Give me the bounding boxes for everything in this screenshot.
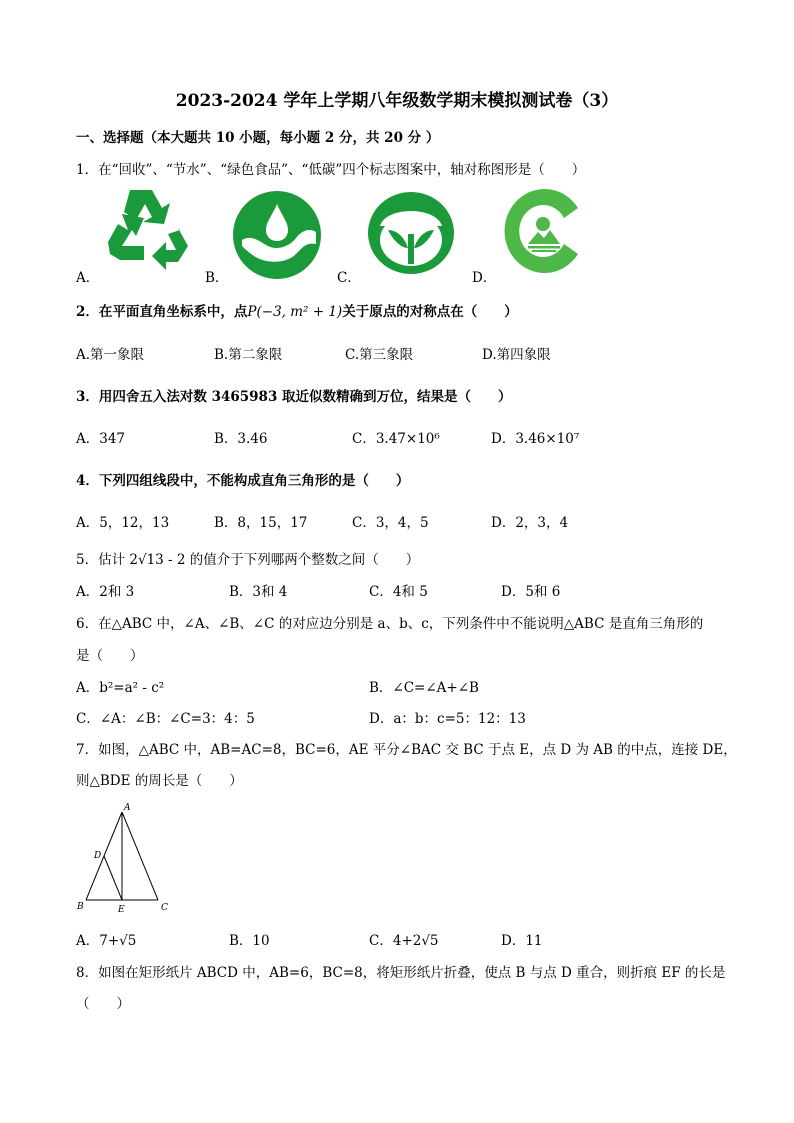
figure-label-a: A <box>124 803 131 813</box>
question-2-option-a: A.第一象限 <box>76 347 145 363</box>
question-3-option-a: A．347 <box>76 431 126 447</box>
question-5-option-c: C．4和 5 <box>369 584 428 600</box>
question-2-stem-pre: 2．在平面直角坐标系中，点 <box>76 304 248 320</box>
figure-label-b: B <box>77 902 84 912</box>
question-2-option-c: C.第三象限 <box>345 347 414 363</box>
question-7-option-a: A．7+√5 <box>76 933 137 949</box>
question-2-option-d: D.第四象限 <box>482 347 551 363</box>
figure-label-e: E <box>118 905 125 915</box>
question-8-stem-line1: 8．如图在矩形纸片 ABCD 中，AB=6，BC=8，将矩形纸片折叠，使点 B 与点 D 重合，则折痕 EF 的长是 <box>76 965 726 981</box>
page-title: 2023-2024 学年上学期八年级数学期末模拟测试卷（3） <box>175 91 619 111</box>
question-2-stem <box>76 300 518 320</box>
question-5-option-a: A．2和 3 <box>76 584 135 600</box>
question-5-option-b: B．3和 4 <box>229 584 288 600</box>
figure-label-c: C <box>161 903 168 913</box>
triangle-figure <box>70 798 180 916</box>
question-7-option-d: D．11 <box>501 933 543 949</box>
figure-label-d: D <box>94 851 102 861</box>
question-5-option-d: D．5和 6 <box>501 584 561 600</box>
question-7-option-c: C．4+2√5 <box>369 933 439 949</box>
question-1-stem: 1．在“回收”、“节水”、“绿色食品”、“低碳”四个标志图案中，轴对称图形是（ ） <box>76 162 586 178</box>
question-1-option-b: B． <box>205 270 229 286</box>
question-7-stem-line2: 则△BDE 的周长是（ ） <box>76 773 243 789</box>
question-4-option-d: D．2，3，4 <box>491 515 569 531</box>
question-1-option-c: C． <box>337 270 361 286</box>
question-4-option-b: B．8，15，17 <box>214 515 308 531</box>
question-4-stem: 4．下列四组线段中，不能构成直角三角形的是（ ） <box>76 473 410 489</box>
question-6-option-d: D．a：b：c=5：12：13 <box>369 711 526 727</box>
question-2-option-b: B.第二象限 <box>214 347 283 363</box>
question-7-option-b: B．10 <box>229 933 270 949</box>
question-6-stem-line2: 是（ ） <box>76 648 144 664</box>
question-6-option-b: B．∠C=∠A+∠B <box>369 680 479 696</box>
question-3-stem: 3．用四舍五入法对数 3465983 取近似数精确到万位，结果是（ ） <box>76 389 512 405</box>
question-1-option-d: D． <box>472 270 497 286</box>
low-carbon-icon <box>500 186 586 276</box>
question-2-point: P(−3, m² + 1) <box>247 304 343 320</box>
question-2-stem-post: 关于原点的对称点在（ ） <box>342 304 518 320</box>
question-3-option-d: D．3.46×10⁷ <box>491 431 580 447</box>
section-heading: 一、选择题（本大题共 10 小题，每小题 2 分，共 20 分 ） <box>76 130 440 146</box>
question-5-stem: 5．估计 2√13 - 2 的值介于下列哪两个整数之间（ ） <box>76 552 420 568</box>
question-4-option-a: A．5，12，13 <box>76 515 170 531</box>
question-4-option-c: C．3，4，5 <box>352 515 429 531</box>
question-6-option-c: C．∠A：∠B：∠C=3：4：5 <box>76 711 255 727</box>
question-6-option-a: A．b²=a² - c² <box>76 680 165 696</box>
question-7-stem-line1: 7．如图，△ABC 中，AB=AC=8，BC=6，AE 平分∠BAC 交 BC 于点 E，点 D 为 AB 的中点，连接 DE， <box>76 742 737 758</box>
question-1-option-a: A． <box>76 270 100 286</box>
green-food-icon <box>366 190 456 276</box>
question-3-option-b: B．3.46 <box>214 431 268 447</box>
question-6-stem-line1: 6．在△ABC 中，∠A、∠B、∠C 的对应边分别是 a、b、c，下列条件中不能说明△ABC 是直角三角形的 <box>76 616 704 632</box>
recycle-icon <box>100 184 192 274</box>
question-3-option-c: C．3.47×10⁶ <box>352 431 440 447</box>
water-saving-icon <box>232 190 322 280</box>
question-8-stem-line2: （ ） <box>76 996 130 1012</box>
